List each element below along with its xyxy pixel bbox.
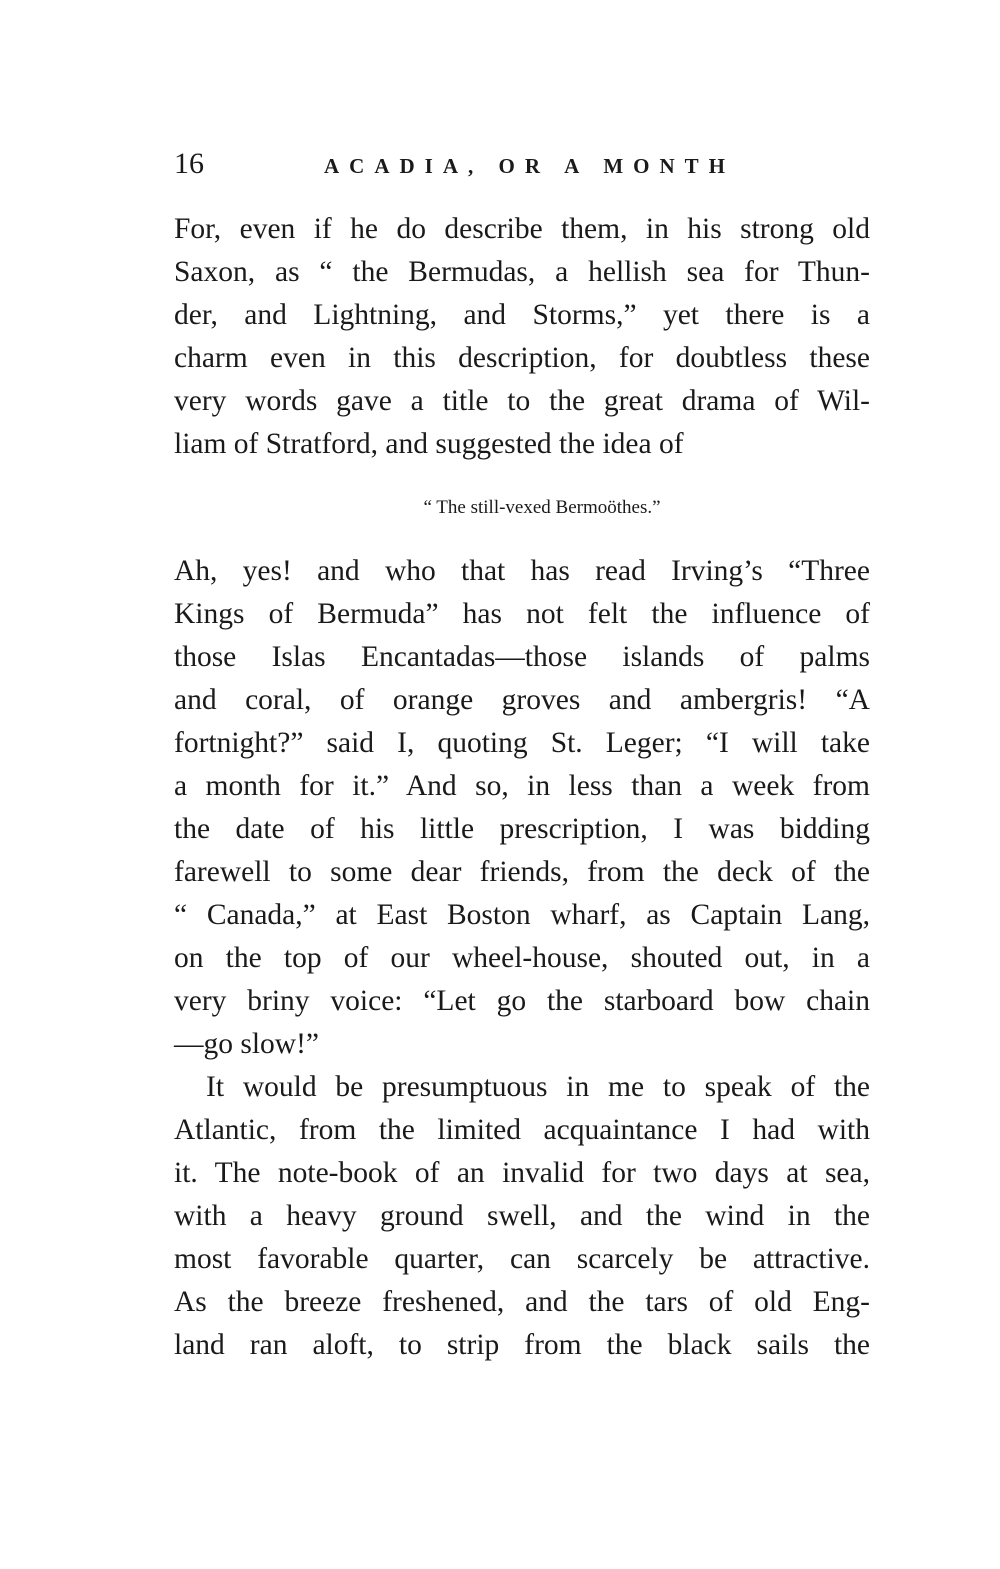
text-line: Ah, yes! and who that has read Irving’s “Three [174,555,870,587]
paragraph-1 [174,208,870,466]
text-line: it. The note-book of an invalid for two days at sea, [174,1157,870,1189]
text-line: It would be presumptuous in me to speak of the [206,1071,870,1103]
text-line: very words gave a title to the great drama of Wil- [174,385,870,417]
running-head [174,146,874,186]
text-line: —go slow!” [174,1028,320,1060]
text-line: For, even if he do describe them, in his strong old [174,213,870,245]
text-line: those Islas Encantadas—those islands of palms [174,641,870,673]
text-line: charm even in this description, for doubtless these [174,342,870,374]
paragraph-3 [174,1066,870,1367]
text-line: land ran aloft, to strip from the black sails the [174,1329,870,1361]
text-line: As the breeze freshened, and the tars of old Eng- [174,1286,870,1318]
text-line: the date of his little prescription, I was bidding [174,813,870,845]
text-line: fortnight?” said I, quoting St. Leger; “I will take [174,727,870,759]
running-title: ACADIA, OR A MONTH [324,154,736,178]
text-line: with a heavy ground swell, and the wind in the [174,1200,870,1232]
text-line: very briny voice: “Let go the starboard bow chain [174,985,870,1017]
paragraph-2 [174,550,870,1066]
text-line: Saxon, as “ the Bermudas, a hellish sea for Thun- [174,256,870,288]
text-line: and coral, of orange groves and ambergris! “A [174,684,870,716]
block-quotation: “ The still-vexed Bermoöthes.” [423,497,661,518]
text-line: on the top of our wheel-house, shouted out, in a [174,942,870,974]
page-number: 16 [174,147,204,180]
text-line: Kings of Bermuda” has not felt the influence of [174,598,870,630]
text-line: “ Canada,” at East Boston wharf, as Captain Lang, [174,899,870,931]
text-line: Atlantic, from the limited acquaintance I had with [174,1114,870,1146]
text-line: der, and Lightning, and Storms,” yet there is a [174,299,870,331]
text-line: liam of Stratford, and suggested the idea of [174,428,684,460]
text-line: most favorable quarter, can scarcely be attractive. [174,1243,870,1275]
text-line: a month for it.” And so, in less than a week from [174,770,870,802]
text-line: farewell to some dear friends, from the deck of the [174,856,870,888]
